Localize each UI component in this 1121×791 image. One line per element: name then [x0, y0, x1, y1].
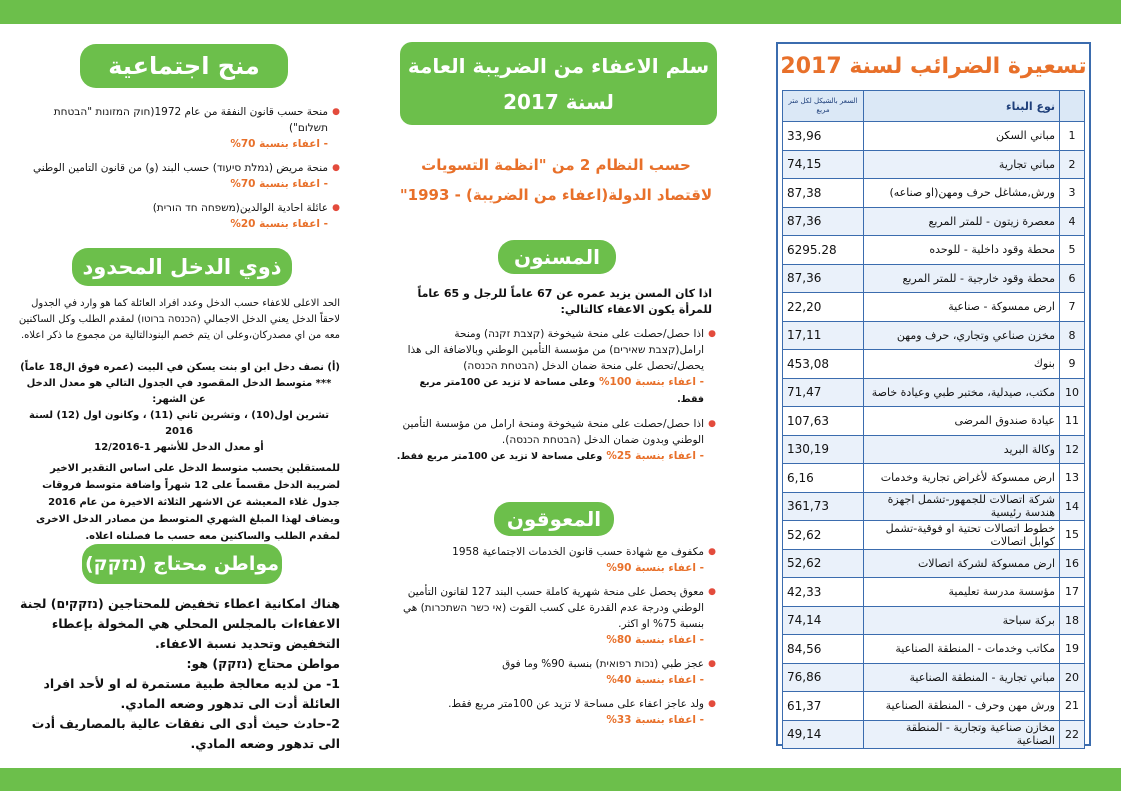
rates-row	[783, 435, 1085, 464]
rates-row	[783, 464, 1085, 493]
rates-title: تسعيرة الضرائب لسنة 2017	[780, 54, 1087, 79]
rates-row-price: 52,62	[783, 521, 864, 550]
exemption-percentage: - اعفاء بنسبة 90%	[606, 562, 704, 574]
rates-row-price: 87,36	[783, 207, 864, 236]
rates-row-type: عيادة صندوق المرضى	[864, 407, 1060, 436]
limited-income-heading: ذوي الدخل المحدود	[72, 248, 292, 286]
rates-header-num	[1060, 91, 1085, 122]
needy-paragraph-2: مواطن محتاج (נזקק) هو:	[186, 656, 340, 671]
rates-row	[783, 350, 1085, 379]
exemption-percentage: - اعفاء بنسبة 100%	[599, 376, 704, 388]
elderly-heading: المسنون	[498, 240, 616, 274]
subtitle-line1: حسب النظام 2 من "انظمة التسويات	[421, 156, 691, 174]
limited-income-note-1: *** متوسط الدخل المقصود في الجدول التالي هو معدل الدخل عن الشهر:	[26, 378, 332, 405]
needy-paragraph-1: هناك امكانية اعطاء تخفيض للمحتاجين (נזקקים) لجنة الاعفاءات بالمجلس المحلي هي المخولة بإعطاء التخفيض وتحديد نسبة الاعفاء.	[20, 596, 340, 651]
rates-header-price: السعر بالشيكل لكل متر مربع	[783, 91, 864, 122]
exemption-percentage: - اعفاء بنسبة 70%	[230, 138, 328, 150]
tax-rates-panel	[776, 42, 1091, 746]
rates-row-number: 1	[1060, 122, 1085, 151]
elderly-section	[396, 286, 716, 473]
rates-row-number: 3	[1060, 179, 1085, 208]
rates-row-price: 33,96	[783, 122, 864, 151]
list-item	[396, 584, 716, 648]
rates-row-type: مكتب، صيدلية، مختبر طبي وعيادة خاصة	[864, 378, 1060, 407]
list-item	[18, 104, 340, 152]
rates-row-number: 22	[1060, 720, 1085, 749]
list-item-text: ● عجز طبي (נכות רפואית) بنسبة 90% وما فوق	[502, 658, 704, 670]
list-item	[18, 200, 340, 232]
rates-row-price: 49,14	[783, 720, 864, 749]
rates-row-type: ارض ممسوكة لأغراض تجارية وخدمات	[864, 464, 1060, 493]
rates-row-type: ورش مهن وحرف - المنطقة الصناعية	[864, 692, 1060, 721]
rates-row-number: 8	[1060, 321, 1085, 350]
rates-row-number: 20	[1060, 663, 1085, 692]
rates-row	[783, 549, 1085, 578]
rates-row	[783, 122, 1085, 151]
rates-row-type: شركة اتصالات للجمهور-تشمل اجهزة هندسة رئيسية	[864, 492, 1060, 521]
rates-row-price: 6295.28	[783, 236, 864, 265]
rates-row-number: 11	[1060, 407, 1085, 436]
rates-row-number: 16	[1060, 549, 1085, 578]
list-item-text: ● منحة حسب قانون النفقة من عام 1972(חוק המזונות "הבטחת תשלום")	[53, 106, 328, 134]
rates-row-type: مخازن صناعية وتجارية - المنطقة الصناعية	[864, 720, 1060, 749]
rates-row-number: 17	[1060, 578, 1085, 607]
rates-row	[783, 663, 1085, 692]
rates-row-number: 21	[1060, 692, 1085, 721]
disabled-list	[396, 544, 716, 728]
rates-row-type: وكالة البريد	[864, 435, 1060, 464]
rates-row-price: 6,16	[783, 464, 864, 493]
top-green-bar	[0, 0, 1121, 24]
exemption-title-box	[400, 42, 717, 125]
rates-row-number: 18	[1060, 606, 1085, 635]
elderly-intro: اذا كان المسن يزيد عمره عن 67 عاماً للرجل و 65 عاماً للمرأة يكون الاعفاء كالتالي:	[417, 287, 712, 316]
rates-row-number: 12	[1060, 435, 1085, 464]
exemption-percentage: - اعفاء بنسبة 20%	[230, 218, 328, 230]
rates-row-number: 10	[1060, 378, 1085, 407]
list-item	[396, 544, 716, 576]
rates-row	[783, 207, 1085, 236]
exemption-percentage: - اعفاء بنسبة 70%	[230, 178, 328, 190]
elderly-list	[396, 326, 716, 465]
disabled-section	[396, 544, 716, 736]
rates-row-price: 71,47	[783, 378, 864, 407]
rates-row-number: 13	[1060, 464, 1085, 493]
list-item-text: ● مكفوف مع شهادة حسب قانون الخدمات الاجتماعية 1958	[452, 546, 704, 558]
rates-row-price: 61,37	[783, 692, 864, 721]
limited-income-note-2: تشرين اول(10) ، وتشرين ثاني (11) ، وكانون اول (12) لسنة 2016	[28, 410, 330, 437]
exemption-percentage: - اعفاء بنسبة 40%	[606, 674, 704, 686]
rates-table	[782, 90, 1085, 749]
rates-row-number: 5	[1060, 236, 1085, 265]
rates-row	[783, 492, 1085, 521]
exemption-percentage: - اعفاء بنسبة 33%	[606, 714, 704, 726]
rates-row-type: مكاتب وخدمات - المنطقة الصناعية	[864, 635, 1060, 664]
area-limit-note: وعلى مساحة لا تزيد عن 100متر مربع فقط.	[396, 451, 603, 462]
list-item	[396, 696, 716, 728]
list-item-text: ● منحة مريض (גמלת סיעוד) حسب البند (و) من قانون التامين الوطني	[32, 162, 328, 174]
limited-income-note-3: أو معدل الدخل للأشهر 1-12/2016	[94, 442, 264, 453]
rates-row-number: 19	[1060, 635, 1085, 664]
rates-row-price: 87,36	[783, 264, 864, 293]
disabled-heading: المعوقون	[494, 502, 614, 536]
subtitle-line2: لاقتصاد الدولة(اعفاء من الضريبة) - 1993"	[399, 186, 713, 204]
rates-row	[783, 264, 1085, 293]
exemption-title-line1: سلم الاعفاء من الضريبة العامة	[407, 54, 710, 78]
list-item	[18, 160, 340, 192]
needy-paragraph-3: 1- من لديه معالجة طبية مستمرة له او لأحد افراد العائلة أدت الى تدهور وضعه المادي.	[43, 676, 340, 711]
rates-row-price: 76,86	[783, 663, 864, 692]
rates-row	[783, 321, 1085, 350]
rates-row	[783, 179, 1085, 208]
limited-income-paragraph: الحد الاعلى للاعفاء حسب الدخل وعدد افراد العائلة كما هو وارد في الجدول لاحقاً الدخل يعني الدخل الاجمالي (הכנסה ברוטו) لمقدم الطلب وكل الساكنين معه من اي مصدركان،وعلى ان يتم خصم البنودالتالية من مجموع ما ذكر اعلاه.	[18, 298, 340, 341]
rates-row-type: مخزن صناعي وتجاري، حرف ومهن	[864, 321, 1060, 350]
rates-row-price: 17,11	[783, 321, 864, 350]
needy-heading: مواطن محتاج (נזקק)	[82, 544, 282, 584]
rates-row-type: مباني السكن	[864, 122, 1060, 151]
rates-row-type: مباني تجارية - المنطقة الصناعية	[864, 663, 1060, 692]
limited-income-section	[18, 296, 340, 545]
rates-row	[783, 293, 1085, 322]
rates-row-price: 74,14	[783, 606, 864, 635]
list-item-text: ● اذا حصل/حصلت على منحة شيخوخة (קצבת זקנה) ومنحة ارامل(קצבת שאירים) من مؤسسة التأمين الوطني وبالاضافة الى هذا يحصل/تحصل على منحة ضمان الدخل (הבטחת הכנסה)	[407, 328, 704, 372]
rates-row-type: ارض ممسوكة - صناعية	[864, 293, 1060, 322]
list-item-text: ● ولد عاجز اعفاء على مساحة لا تزيد عن 100متر مربع فقط.	[448, 698, 704, 710]
rates-row	[783, 378, 1085, 407]
rates-row	[783, 521, 1085, 550]
bottom-green-bar	[0, 768, 1121, 791]
exemption-subtitle	[396, 150, 716, 210]
exemption-percentage: - اعفاء بنسبة 25%	[606, 450, 704, 462]
rates-row	[783, 236, 1085, 265]
needy-paragraph-4: 2-حادث حيث أدى الى نفقات عالية بالمصاريف أدت الى تدهور وضعه المادي.	[31, 716, 340, 751]
rates-row	[783, 150, 1085, 179]
list-item	[396, 656, 716, 688]
rates-row	[783, 720, 1085, 749]
rates-row-price: 22,20	[783, 293, 864, 322]
rates-row-number: 6	[1060, 264, 1085, 293]
rates-row-price: 361,73	[783, 492, 864, 521]
rates-row-number: 7	[1060, 293, 1085, 322]
limited-income-self-employed: للمستقلين يحسب متوسط الدخل على اساس التقدير الاخير لضريبة الدخل مقسماً على 12 شهراً واضافة متوسط فروقات جدول غلاء المعيشة عن الاشهر الثلاثة الاخيرة من عام 2016 ويضاف لهذا المبلغ الشهري المتوسط من مصادر الدخل الاخرى لمقدم الطلب والساكنين معه حسب ما فصلناه اعلاه.	[35, 463, 340, 542]
list-item-text: ● اذا حصل/حصلت على منحة شيخوخة ومنحة ارامل من مؤسسة التأمين الوطني وبدون ضمان الدخل (הבטחת הכנסה).	[402, 418, 704, 446]
list-item-text: ● معوق يحصل على منحة شهرية كاملة حسب البند 127 لقانون التأمين الوطني ودرجة عدم القدرة على كسب القوت (אי כשר השתכרות) هي بنسبة 75% او اكثر.	[402, 586, 704, 630]
rates-row-price: 42,33	[783, 578, 864, 607]
rates-row-type: بنوك	[864, 350, 1060, 379]
rates-row-number: 2	[1060, 150, 1085, 179]
list-item	[396, 416, 716, 465]
rates-row-type: مؤسسة مدرسة تعليمية	[864, 578, 1060, 607]
rates-row-number: 14	[1060, 492, 1085, 521]
rates-row	[783, 606, 1085, 635]
rates-row-price: 107,63	[783, 407, 864, 436]
rates-row-price: 74,15	[783, 150, 864, 179]
grants-section	[18, 104, 340, 240]
grants-heading: منح اجتماعية	[80, 44, 288, 88]
rates-row-price: 453,08	[783, 350, 864, 379]
rates-row-type: معصرة زيتون - للمتر المربع	[864, 207, 1060, 236]
rates-row-price: 52,62	[783, 549, 864, 578]
rates-row-number: 15	[1060, 521, 1085, 550]
rates-row	[783, 578, 1085, 607]
exemption-title-line2: لسنة 2017	[503, 90, 614, 114]
list-item	[396, 326, 716, 408]
limited-income-item-a: (أ) نصف دخل ابن او بنت يسكن في البيت (عمره فوق ال18 عاماً)	[20, 362, 340, 373]
rates-row-price: 84,56	[783, 635, 864, 664]
rates-header-type: نوع البناء	[864, 91, 1060, 122]
rates-row-number: 4	[1060, 207, 1085, 236]
rates-row-price: 87,38	[783, 179, 864, 208]
rates-header-row	[783, 91, 1085, 122]
rates-row-type: ارض ممسوكة لشركة اتصالات	[864, 549, 1060, 578]
rates-row	[783, 635, 1085, 664]
rates-row-type: خطوط اتصالات تحتية او فوقية-تشمل كوابل اتصالات	[864, 521, 1060, 550]
grants-list	[18, 104, 340, 232]
exemption-percentage: - اعفاء بنسبة 80%	[606, 634, 704, 646]
rates-row-type: ورش,مشاغل حرف ومهن(او صناعه)	[864, 179, 1060, 208]
rates-row-type: محطة وقود خارجية - للمتر المربع	[864, 264, 1060, 293]
rates-row-type: بركة سباحة	[864, 606, 1060, 635]
rates-row-number: 9	[1060, 350, 1085, 379]
rates-row	[783, 692, 1085, 721]
list-item-text: ● عائلة احادية الوالدين(משפחה חד הורית)	[152, 202, 328, 214]
rates-row-type: مباني تجارية	[864, 150, 1060, 179]
rates-row-type: محطة وقود داخلية - للوحده	[864, 236, 1060, 265]
rates-row-price: 130,19	[783, 435, 864, 464]
rates-row	[783, 407, 1085, 436]
needy-section	[18, 594, 340, 754]
area-limit-note: وعلى مساحة لا تزيد عن 100متر مربع فقط.	[419, 377, 704, 405]
